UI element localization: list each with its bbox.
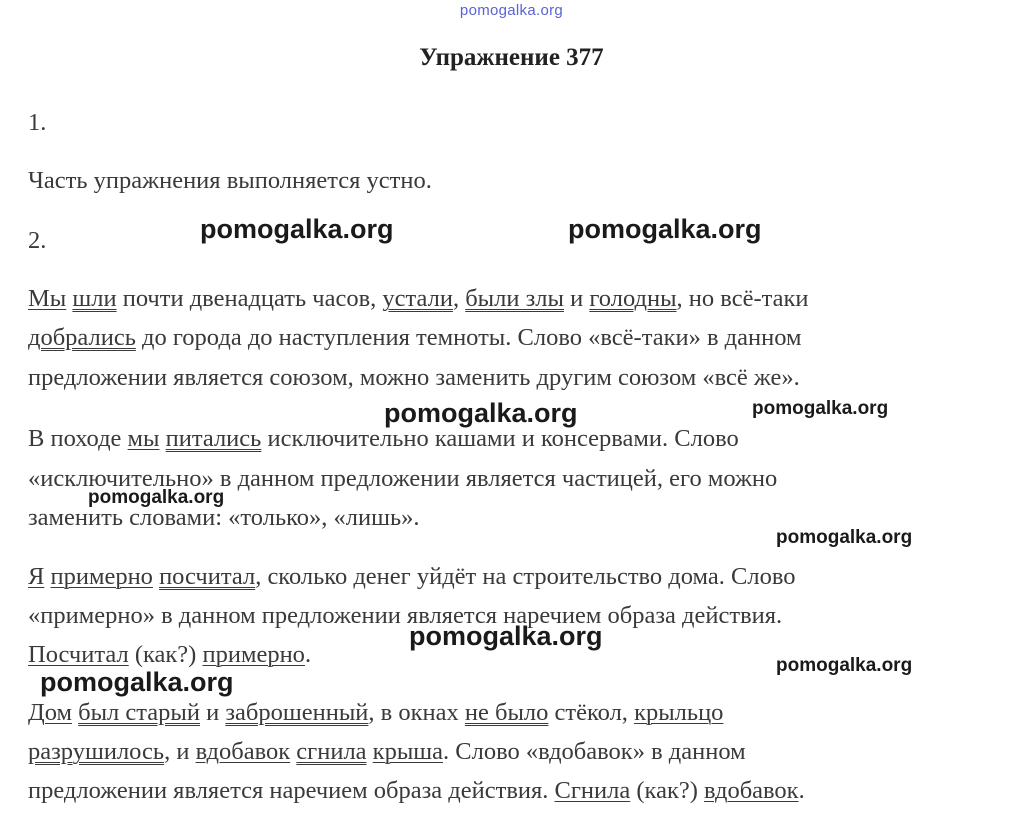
text-line — [28, 698, 723, 728]
text-segment: . Слово «вдобавок» в данном — [443, 738, 746, 765]
text-segment: почти двенадцать часов, — [116, 285, 383, 312]
watermark-text: pomogalka.org — [409, 621, 603, 651]
text-segment: до города до наступления темноты. Слово «всё-таки» в данном — [135, 324, 802, 351]
text-segment: В походе — [28, 425, 128, 452]
text-segment: 1. — [28, 109, 47, 136]
text-line — [28, 226, 46, 256]
text-segment: и — [563, 285, 590, 312]
text-segment: , и — [164, 738, 196, 765]
underlined-word: вдобавок — [195, 738, 291, 765]
watermark-text: pomogalka.org — [776, 655, 913, 676]
text-line — [28, 108, 46, 138]
text-segment: , но всё-таки — [676, 285, 809, 312]
text-segment: предложении является наречием образа действия. — [28, 777, 555, 804]
text-line — [28, 166, 432, 196]
text-segment: . — [798, 777, 805, 804]
text-segment: исключительно кашами и консервами. Слово — [261, 425, 739, 452]
underlined-word: крыльцо — [634, 699, 724, 726]
underlined-word: Посчитал — [28, 641, 129, 668]
double-underlined-word: шли — [72, 285, 117, 312]
text-segment: , — [452, 285, 466, 312]
underlined-word: Я — [28, 563, 45, 590]
underlined-word: вдобавок — [704, 777, 799, 804]
text-segment: (как?) — [630, 777, 705, 804]
underlined-word: примерно — [50, 563, 153, 590]
text-line — [28, 640, 311, 670]
text-segment: 2. — [28, 227, 47, 254]
watermark-text: pomogalka.org — [568, 214, 762, 244]
double-underlined-word: заброшенный — [225, 699, 369, 726]
double-underlined-word: добрались — [28, 324, 136, 351]
double-underlined-word: разрушилось — [28, 738, 165, 765]
text-line — [28, 601, 782, 631]
text-line — [28, 363, 800, 393]
double-underlined-word: были злы — [465, 285, 564, 312]
text-segment: Часть упражнения выполняется устно. — [28, 167, 432, 194]
double-underlined-word: голодны — [589, 285, 677, 312]
watermark-text: pomogalka.org — [88, 487, 225, 508]
double-underlined-word: питались — [165, 425, 262, 452]
watermark-text: pomogalka.org — [776, 527, 913, 548]
text-segment: заменить словами: «только», «лишь». — [28, 504, 420, 531]
watermark-text: pomogalka.org — [200, 214, 394, 244]
underlined-word: Дом — [28, 699, 72, 726]
double-underlined-word: был старый — [78, 699, 200, 726]
text-segment: «примерно» в данном предложении является наречием образа действия. — [28, 602, 783, 629]
text-line — [28, 737, 746, 767]
exercise-title: Упражнение 377 — [419, 44, 604, 71]
double-underlined-word: устали — [382, 285, 453, 312]
text-segment: стёкол, — [548, 699, 635, 726]
text-line — [28, 323, 802, 353]
watermark-text: pomogalka.org — [40, 667, 234, 697]
underlined-word: мы — [127, 425, 160, 452]
underlined-word: Мы — [28, 285, 67, 312]
underlined-word: примерно — [202, 641, 305, 668]
watermark-text: pomogalka.org — [384, 398, 578, 428]
underlined-word: крыша — [372, 738, 444, 765]
text-segment: , сколько денег уйдёт на строительство дома. Слово — [255, 563, 796, 590]
underlined-word: Сгнила — [554, 777, 631, 804]
text-segment: , в окнах — [368, 699, 465, 726]
double-underlined-word: посчитал — [159, 563, 256, 590]
double-underlined-word: сгнила — [296, 738, 367, 765]
text-segment: . — [304, 641, 312, 668]
double-underlined-word: не было — [464, 699, 549, 726]
text-segment: (как?) — [128, 641, 203, 668]
text-line — [28, 284, 809, 314]
text-segment: и — [199, 699, 226, 726]
text-line — [28, 562, 795, 592]
text-line — [28, 776, 805, 806]
text-segment: предложении является союзом, можно заменить другим союзом «всё же». — [28, 364, 800, 391]
text-segment: «исключительно» в данном предложении является частицей, его можно — [28, 465, 778, 492]
watermark-text: pomogalka.org — [752, 398, 889, 419]
site-link[interactable]: pomogalka.org — [459, 2, 564, 19]
